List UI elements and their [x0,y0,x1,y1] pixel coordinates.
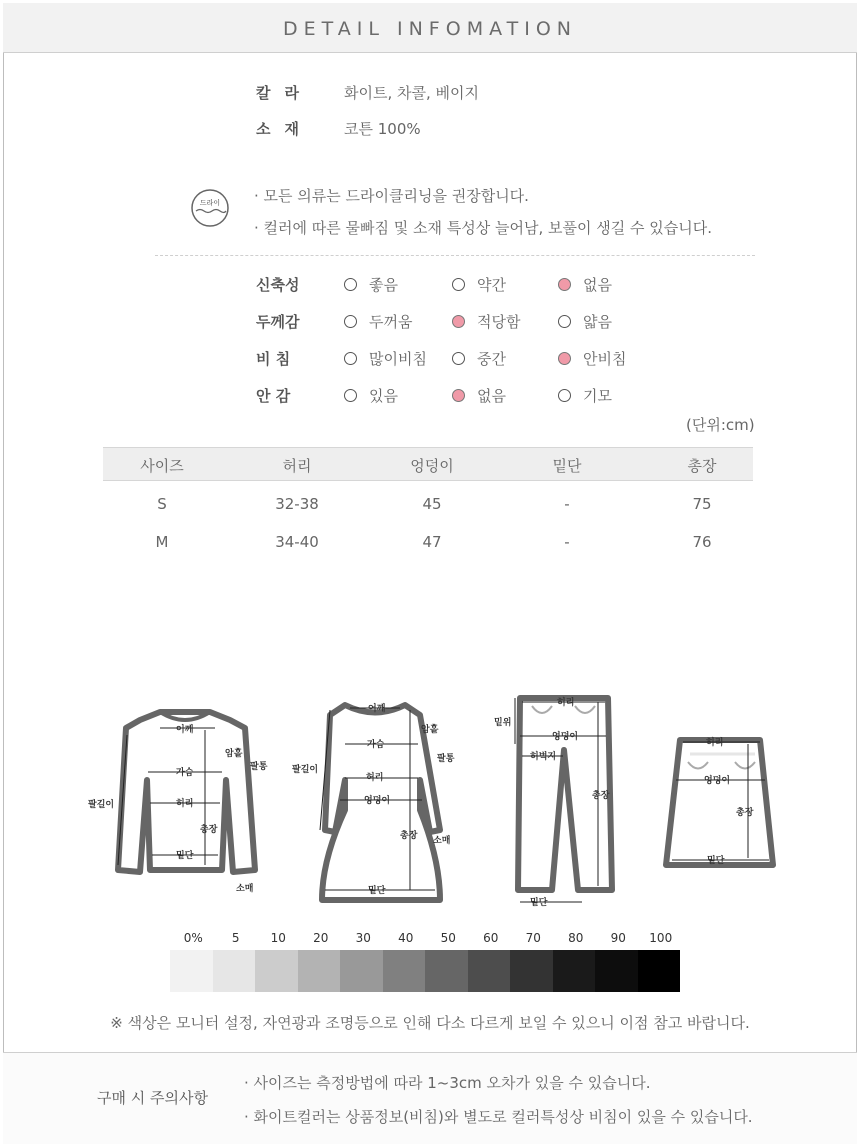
feel-option [452,311,520,332]
feel-option [452,385,506,406]
radio-selected-icon [558,352,571,365]
feel-option [558,311,612,332]
feel-label: 두께감 [256,313,300,331]
feel-option [558,274,612,295]
gray-scale-swatch [468,950,511,992]
color-label: 칼라 [256,84,313,102]
feel-option-label: 없음 [477,387,506,405]
purchase-notice-line-1: · 사이즈는 측정방법에 따라 1~3cm 오차가 있을 수 있습니다. [244,1074,651,1092]
purchase-notice-title: 구매 시 주의사항 [97,1089,208,1107]
feel-label: 안 감 [256,387,291,405]
gray-scale-label: 20 [313,931,329,945]
color-notice: ※ 색상은 모니터 설정, 자연광과 조명등으로 인해 다소 다르게 보일 수 있으니 이점 참고 바랍니다. [110,1014,750,1032]
material-value: 코튼 100% [344,120,421,138]
size-table-cell: - [564,533,570,551]
gray-scale-label: 60 [483,931,499,945]
gray-scale-swatch [213,950,256,992]
dress-label-chest: 가슴 [367,740,385,750]
size-unit: (단위:cm) [686,416,755,434]
size-table-heading: 엉덩이 [410,457,454,475]
radio-selected-icon [558,278,571,291]
gray-scale-swatch [298,950,341,992]
radio-empty-icon [344,389,357,402]
gray-scale-label: 80 [568,931,584,945]
feel-label: 비 침 [256,350,291,368]
gray-scale-label: 70 [525,931,541,945]
size-table-cell: 75 [692,495,712,513]
skirt-illustration [666,736,773,866]
dress-label-sleeve-width: 팔통 [437,754,455,764]
pants-label-hip: 엉덩이 [552,732,579,742]
gray-scale-swatch [595,950,638,992]
top-label-cuff: 소매 [236,884,254,894]
skirt-label-hem: 밑단 [707,856,725,866]
gray-scale-swatch [170,950,213,992]
feel-option-label: 얇음 [583,313,612,331]
top-label-waist: 허리 [176,799,194,809]
dress-illustration [292,702,455,900]
top-label-length: 총장 [200,825,218,835]
pants-label-hem: 밑단 [530,898,548,908]
feel-option-label: 약간 [477,276,506,294]
material-label: 소재 [256,120,313,138]
feel-option-label: 없음 [583,276,612,294]
section-header [3,3,857,53]
radio-empty-icon [558,315,571,328]
skirt-label-length: 총장 [736,808,754,818]
dress-label-cuff: 소매 [433,836,451,846]
feel-option [344,311,412,332]
dress-label-sleeve-length: 팔길이 [292,765,319,775]
feel-option [344,274,398,295]
feel-option [452,348,506,369]
feel-option [344,385,398,406]
radio-empty-icon [344,278,357,291]
size-table-cell: S [157,495,167,513]
top-label-sleeve-length: 팔길이 [88,800,115,810]
gray-scale-swatch [255,950,298,992]
size-table-heading: 허리 [282,457,312,475]
top-label-armhole: 암홀 [225,749,243,759]
feel-option-label: 두꺼움 [369,313,413,331]
gray-scale-swatch [340,950,383,992]
page-title: DETAIL INFOMATION [283,18,577,40]
size-table-cell: 45 [422,495,442,513]
radio-empty-icon [558,389,571,402]
gray-scale-label: 50 [440,931,456,945]
purchase-notice-line-2: · 화이트컬러는 상품정보(비침)와 별도로 컬러특성상 비침이 있을 수 있습니다. [244,1108,753,1126]
size-table-cell: - [564,495,570,513]
feel-option [344,348,427,369]
top-label-chest: 가슴 [176,768,194,778]
top-label-sleeve-width: 팔통 [250,762,268,772]
feel-option-label: 안비침 [583,350,627,368]
feel-option-label: 있음 [369,387,398,405]
dress-label-armhole: 암홀 [421,725,439,735]
feel-option-label: 적당함 [477,313,521,331]
measurement-illustrations [0,680,860,920]
dry-icon-label: 드라이 [199,199,221,207]
feel-option-label: 좋음 [369,276,398,294]
gray-scale-label: 10 [270,931,286,945]
gray-scale-swatch [510,950,553,992]
skirt-label-waist: 허리 [706,738,724,748]
pants-label-rise: 밑위 [494,718,512,728]
feel-option-label: 많이비침 [369,350,427,368]
top-label-shoulder: 어깨 [176,725,194,735]
color-value: 화이트, 차콜, 베이지 [344,84,479,102]
feel-option-label: 기모 [583,387,612,405]
pants-label-thigh: 허벅지 [530,752,557,762]
size-table-cell: 47 [422,533,442,551]
divider [155,255,755,256]
size-table-heading: 총장 [687,457,717,475]
feel-option [558,385,612,406]
pants-illustration [494,696,612,908]
dress-label-hip: 엉덩이 [364,796,391,806]
size-table-cell: 34-40 [275,533,319,551]
size-table-cell: M [155,533,169,551]
top-label-hem: 밑단 [176,851,194,861]
feel-label: 신축성 [256,276,300,294]
radio-selected-icon [452,389,465,402]
gray-scale-swatch [638,950,681,992]
size-table-cell: 32-38 [275,495,319,513]
gray-scale-label: 100 [649,931,673,945]
care-line-1: · 모든 의류는 드라이클리닝을 권장합니다. [254,187,529,205]
feel-option [452,274,506,295]
dress-label-hem: 밑단 [368,886,386,896]
radio-empty-icon [452,352,465,365]
gray-scale-label: 40 [398,931,414,945]
care-line-2: · 컬러에 따른 물빠짐 및 소재 특성상 늘어남, 보풀이 생길 수 있습니다. [254,219,712,237]
radio-empty-icon [344,315,357,328]
gray-scale-label: 90 [610,931,626,945]
dry-clean-icon [190,188,230,228]
size-table-cell: 76 [692,533,712,551]
gray-scale-label: 5 [231,931,240,945]
pants-label-waist: 허리 [557,698,575,708]
gray-scale-label: 0% [183,931,203,945]
dress-label-length: 총장 [400,831,418,841]
gray-scale-swatch [383,950,426,992]
dress-label-shoulder: 어깨 [368,704,386,714]
feel-option-label: 중간 [477,350,506,368]
skirt-label-hip: 엉덩이 [704,776,731,786]
top-illustration [88,712,268,894]
radio-empty-icon [344,352,357,365]
gray-scale-swatch [553,950,596,992]
pants-label-length: 총장 [592,791,610,801]
radio-selected-icon [452,315,465,328]
radio-empty-icon [452,278,465,291]
feel-option [558,348,626,369]
size-table-heading: 밑단 [552,457,582,475]
size-table-heading: 사이즈 [140,457,184,475]
dress-label-waist: 허리 [366,773,384,783]
gray-scale-swatch [425,950,468,992]
gray-scale-label: 30 [355,931,371,945]
